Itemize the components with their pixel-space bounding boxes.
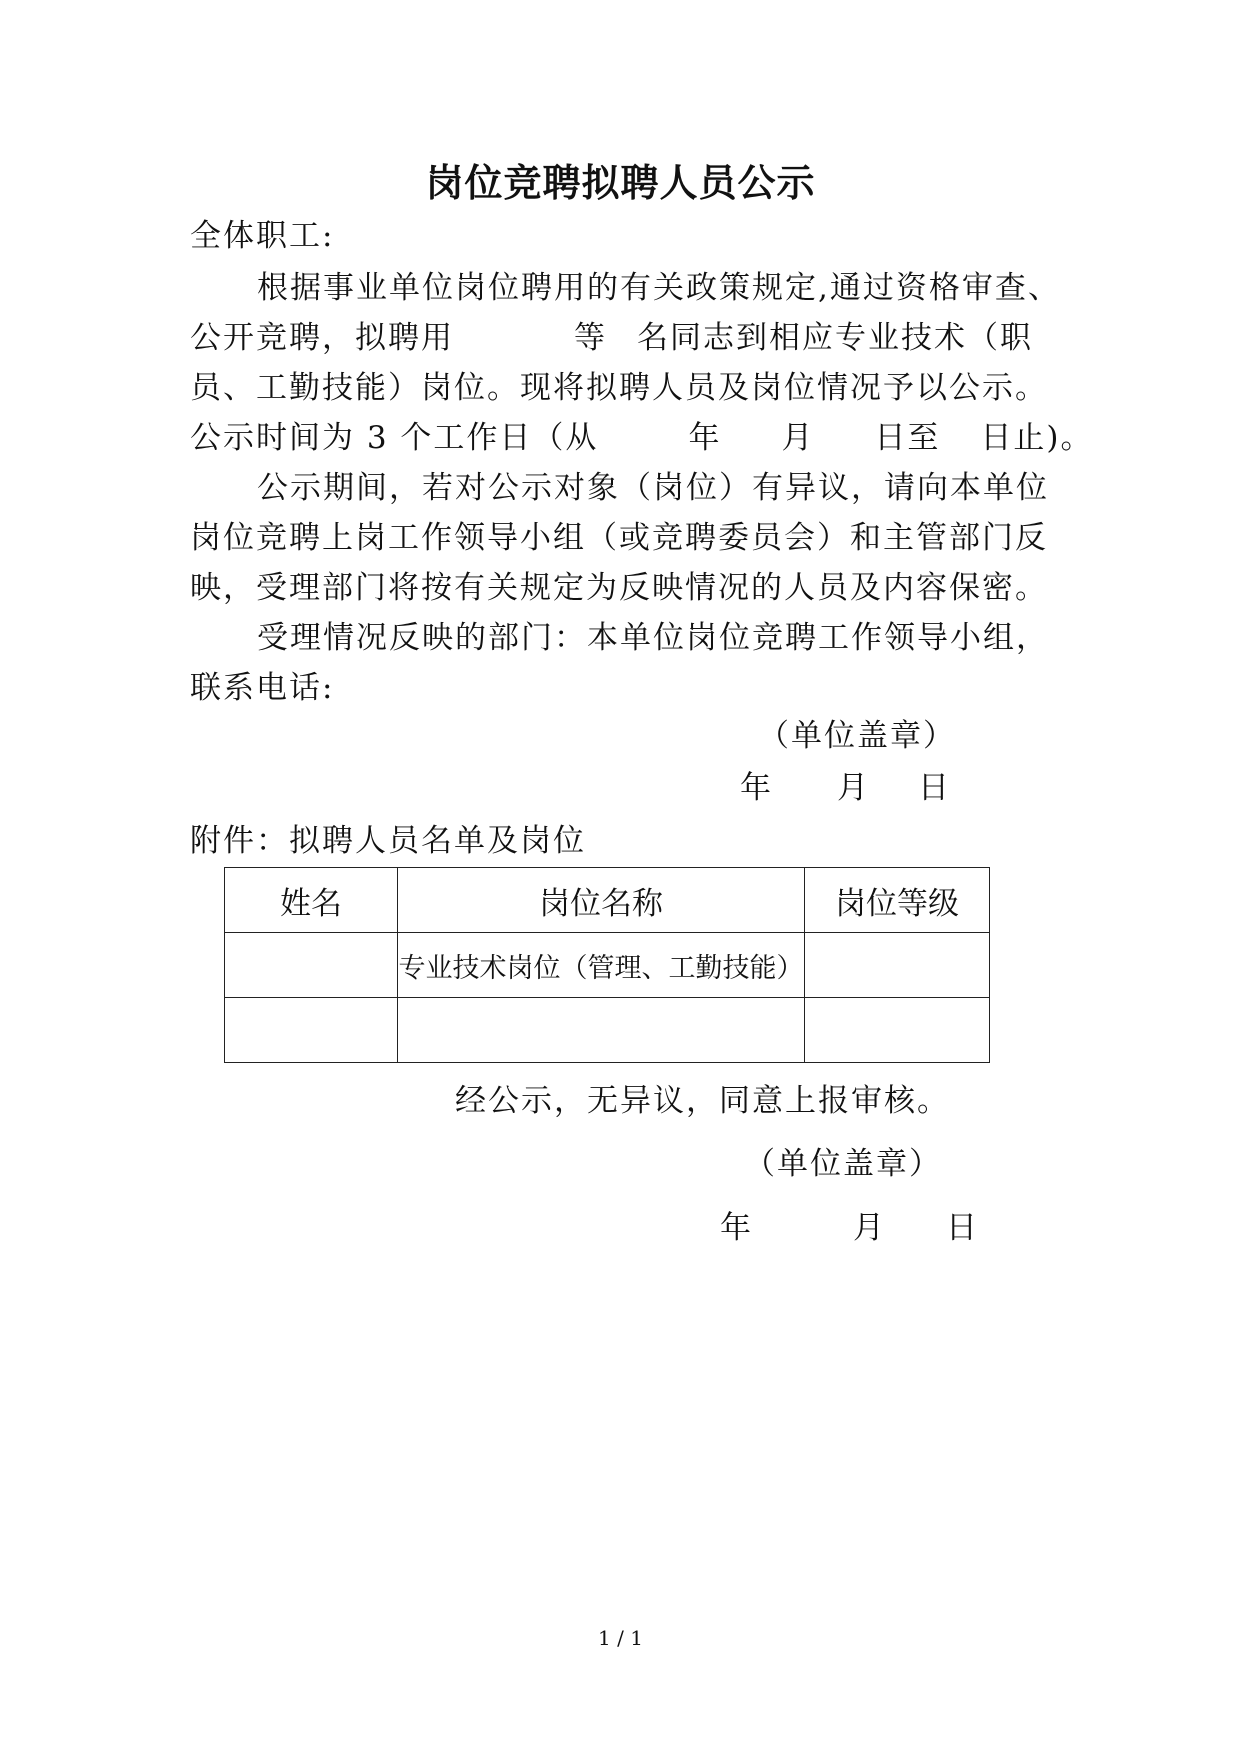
header-grade: 岗位等级 xyxy=(805,868,990,933)
para1-line1: 根据事业单位岗位聘用的有关政策规定,通过资格审查、 xyxy=(257,270,1061,306)
para1-line4-month: 月 xyxy=(781,420,815,456)
table-header-row xyxy=(225,868,990,933)
para1-line4-year: 年 xyxy=(688,420,722,456)
para2-line1: 公示期间，若对公示对象（岗位）有异议，请向本单位 xyxy=(257,470,1049,506)
para1-line4-day-to: 日至 xyxy=(874,420,941,456)
table-row xyxy=(225,998,990,1063)
table-row xyxy=(225,933,990,998)
para2-line3: 映，受理部门将按有关规定为反映情况的人员及内容保密。 xyxy=(190,570,1048,606)
table-cell xyxy=(225,998,398,1063)
page-number: 1 / 1 xyxy=(598,1626,643,1650)
table-cell xyxy=(805,998,990,1063)
document-title: 岗位竞聘拟聘人员公示 xyxy=(425,160,816,205)
table-cell xyxy=(225,933,398,998)
candidate-table xyxy=(224,867,990,1063)
para3-line1: 受理情况反映的部门：本单位岗位竞聘工作领导小组， xyxy=(257,620,1049,656)
date-1-day: 日 xyxy=(918,770,951,806)
para1-line3: 员、工勤技能）岗位。现将拟聘人员及岗位情况予以公示。 xyxy=(190,370,1048,406)
date-2-day: 日 xyxy=(946,1210,979,1246)
para1-line2-c: 名同志到相应专业技术（职 xyxy=(637,320,1033,356)
date-2-month: 月 xyxy=(853,1210,886,1246)
para1-line2-b: 等 xyxy=(574,320,607,356)
para1-line4 xyxy=(190,412,1094,457)
header-name: 姓名 xyxy=(225,868,398,933)
para1-line4-a: 公示时间为 3 个工作日（从 xyxy=(190,420,599,456)
seal-1: （单位盖章） xyxy=(758,718,956,754)
salutation: 全体职工: xyxy=(190,218,335,254)
para1-line2 xyxy=(190,312,1033,357)
para3-line2: 联系电话: xyxy=(190,670,335,706)
attachment-label: 附件：拟聘人员名单及岗位 xyxy=(190,823,586,859)
date-1 xyxy=(740,762,951,807)
approval-statement: 经公示，无异议，同意上报审核。 xyxy=(455,1083,950,1119)
date-2 xyxy=(720,1202,979,1247)
para1-line4-end: 日止)。 xyxy=(980,420,1094,456)
table-cell xyxy=(398,998,805,1063)
header-position: 岗位名称 xyxy=(398,868,805,933)
table-cell xyxy=(805,933,990,998)
para1-line2-a: 公开竞聘，拟聘用 xyxy=(190,320,454,356)
date-1-month: 月 xyxy=(837,770,870,806)
para2-line2: 岗位竞聘上岗工作领导小组（或竞聘委员会）和主管部门反 xyxy=(190,520,1048,556)
table-cell: 专业技术岗位（管理、工勤技能） xyxy=(398,933,805,998)
date-1-year: 年 xyxy=(740,770,773,806)
date-2-year: 年 xyxy=(720,1210,753,1246)
seal-2: （单位盖章） xyxy=(744,1146,942,1182)
